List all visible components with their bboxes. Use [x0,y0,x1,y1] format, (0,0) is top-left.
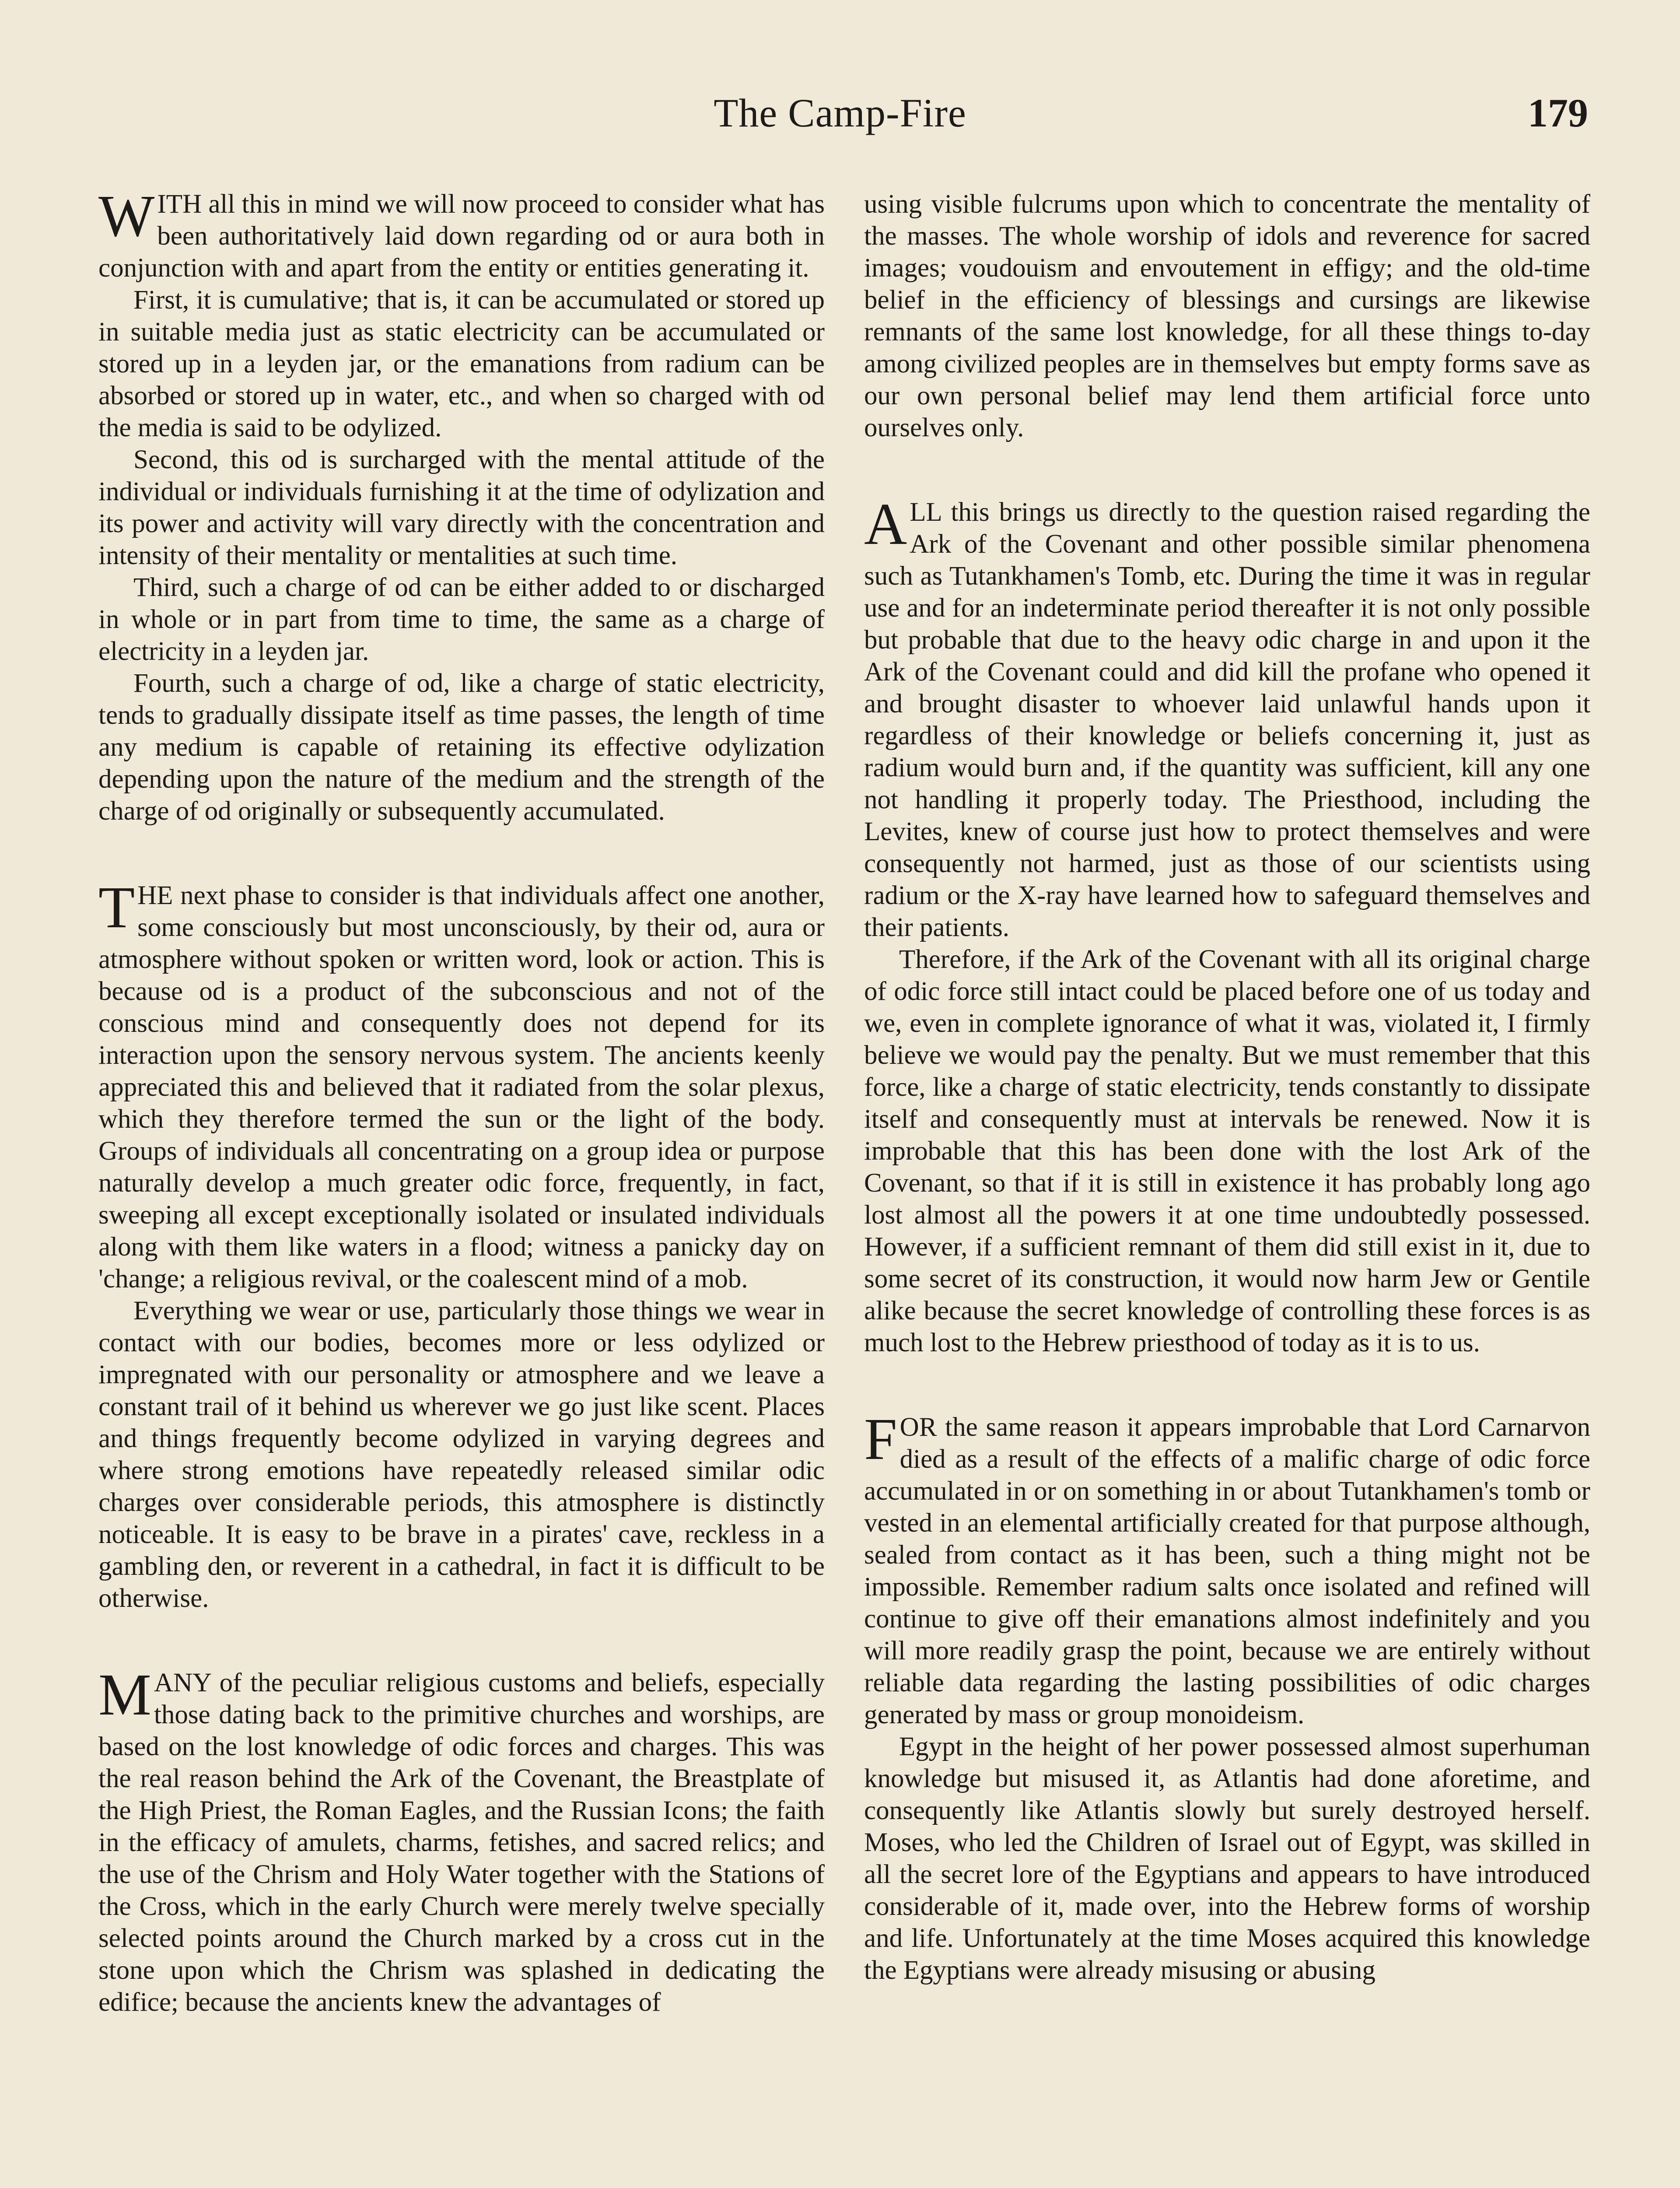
running-title: The Camp-Fire [714,91,966,135]
paragraph [864,1406,1590,1731]
drop-cap: T [98,875,135,940]
paragraph-text: OR the same reason it appears improbable that Lord Carnarvon died as a result of the effects of a malific charge of odic force accumulated in or on something in or about Tutankhamen's tomb or vested in an elemental artificially created for that purpose although, sealed from contact as it has been, such a thing might not be impossible. Remember radium salts once isolated and refined will continue to give off their emanations almost indefinitely and you will more readily grasp the point, because we are entirely without reliable data regarding the lasting possibilities of odic charges generated by mass or group monoideism. [864,1413,1590,1729]
section-religious-customs-continued [864,188,1590,444]
section-gap [98,827,825,880]
section-religious-customs [98,1662,825,2018]
paragraph [98,183,825,284]
paragraph: Everything we wear or use, particularly those things we wear in contact with our bodies, becomes more or less odylized or impregnated with our personality or atmosphere and we leave a constant trail of it behind us wherever we go just like scent. Places and things frequently become odylized in varying degrees and where strong emotions have repeatedly released similar odic charges over considerable periods, this atmosphere is distinctly noticeable. It is easy to be brave in a pirates' cave, reckless in a gambling den, or reverent in a cathedral, in fact it is difficult to be otherwise. [98,1296,825,1613]
paragraph [864,491,1590,943]
paragraph-text: ITH all this in mind we will now proceed to consider what has been authoritatively laid down regarding od or aura both in conjunction with and apart from the entity or entities generating it. [98,189,825,283]
section-ark-of-covenant [864,491,1590,1359]
section-gap [864,1359,1590,1411]
section-lord-carnarvon [864,1406,1590,1986]
drop-cap: F [864,1406,897,1472]
section-gap [98,1614,825,1667]
right-column [864,188,1590,2188]
paragraph-text: HE next phase to consider is that individuals affect one another, some consciously but most unconsciously, by their od, aura or atmosphere without spoken or written word, look or action. This is because od is a product of the subconscious and not of the conscious mind and consequently does not depend for its interaction upon the sensory nervous system. The ancients keenly appreciated this and believed that it radiated from the solar plexus, which they therefore termed the sun or the light of the body. Groups of individuals all concentrating on a group idea or purpose naturally develop a much greater odic force, frequently, in fact, sweeping all except exceptionally isolated or insulated individuals along with them like waters in a flood; witness a panicky day on 'change; a religious revival, or the coalescent mind of a mob. [98,881,825,1294]
drop-cap: M [98,1662,151,1728]
paragraph: Egypt in the height of her power possessed almost superhuman knowledge but misused it, as Atlantis had done aforetime, and consequently like Atlantis slowly but surely destroyed herself. Moses, who led the Children of Israel out of Egypt, was skilled in all the secret lore of the Egyptians and appears to have introduced considerable of it, made over, into the Hebrew forms of worship and life. Unfortunately at the time Moses acquired this knowledge the Egyptians were already misusing or abusing [864,1732,1590,1985]
paragraph: First, it is cumulative; that is, it can be accumulated or stored up in suitable media just as static electricity can be accumulated or stored up in a leyden jar, or the emanations from radium can be absorbed or stored up in water, etc., and when so charged with od the media is said to be odylized. [98,285,825,442]
paragraph-text: LL this brings us directly to the question raised regarding the Ark of the Covenant and other possible similar phenomena such as Tutankhamen's Tomb, etc. During the time it was in regular use and for an indeterminate period thereafter it is not only possible but probable that due to the heavy odic charge in and upon it the Ark of the Covenant could and did kill the profane who opened it and brought disaster to whoever laid unlawful hands upon it regardless of their knowledge or beliefs concerning it, just as radium would burn and, if the quantity was sufficient, kill any one not handling it properly today. The Priesthood, including the Levites, knew of course just how to protect themselves and were consequently not harmed, just as those of our scientists using radium or the X-ray have learned how to safeguard themselves and their patients. [864,498,1590,942]
paragraph-text: ANY of the peculiar religious customs and beliefs, especially those dating back to the primitive churches and worships, are based on the lost knowledge of odic forces and charges. This was the real reason behind the Ark of the Covenant, the Breastplate of the High Priest, the Roman Eagles, and the Russian Icons; the faith in the efficacy of amulets, charms, fetishes, and sacred relics; and the use of the Chrism and Holy Water together with the Stations of the Cross, which in the early Church were merely twelve specially selected points around the Church marked by a cross cut in the stone upon which the Chrism was splashed in dedicating the edifice; because the ancients knew the advantages of [98,1668,825,2017]
paragraph: Second, this od is surcharged with the mental attitude of the individual or individuals furnishing it at the time of odylization and its power and activity will vary directly with the concentration and intensity of their mentality or mentalities at such time. [98,445,825,570]
page-number: 179 [1528,91,1588,135]
paragraph: Fourth, such a charge of od, like a charge of static electricity, tends to gradually dissipate itself as time passes, the length of time any medium is capable of retaining its effective odylization depending upon the nature of the medium and the strength of the charge of od originally or subsequently accumulated. [98,669,825,826]
left-column [98,183,825,2188]
section-gap [864,444,1590,496]
drop-cap: A [864,491,907,557]
drop-cap: W [98,183,155,249]
paragraph [98,875,825,1295]
section-individuals [98,875,825,1614]
section-od-properties [98,183,825,827]
paragraph: Third, such a charge of od can be either added to or discharged in whole or in part from time to time, the same as a charge of electricity in a leyden jar. [98,573,825,666]
paragraph: Therefore, if the Ark of the Covenant with all its original charge of odic force still intact could be placed before one of us today and we, even in complete ignorance of what it was, violated it, I firmly believe we would pay the penalty. But we must remember that this force, like a charge of static electricity, tends constantly to dissipate itself and consequently must at intervals be renewed. Now it is improbable that this has been done with the lost Ark of the Covenant, so that if it is still in existence it has probably long ago lost almost all the powers it at one time undoubtedly possessed. However, if a sufficient remnant of them did still exist in it, due to some secret of its construction, it would now harm Jew or Gentile alike because the secret knowledge of controlling these forces is as much lost to the Hebrew priesthood of today as it is to us. [864,945,1590,1357]
paragraph: using visible fulcrums upon which to concentrate the mentality of the masses. The whole worship of idols and reverence for sacred images; voudouism and envoutement in effigy; and the old-time belief in the efficiency of blessings and cursings are likewise remnants of the same lost knowledge, for all these things to-day among civilized peoples are in themselves but empty forms save as our own personal belief may lend them artificial force unto ourselves only. [864,189,1590,442]
paragraph [98,1662,825,2018]
